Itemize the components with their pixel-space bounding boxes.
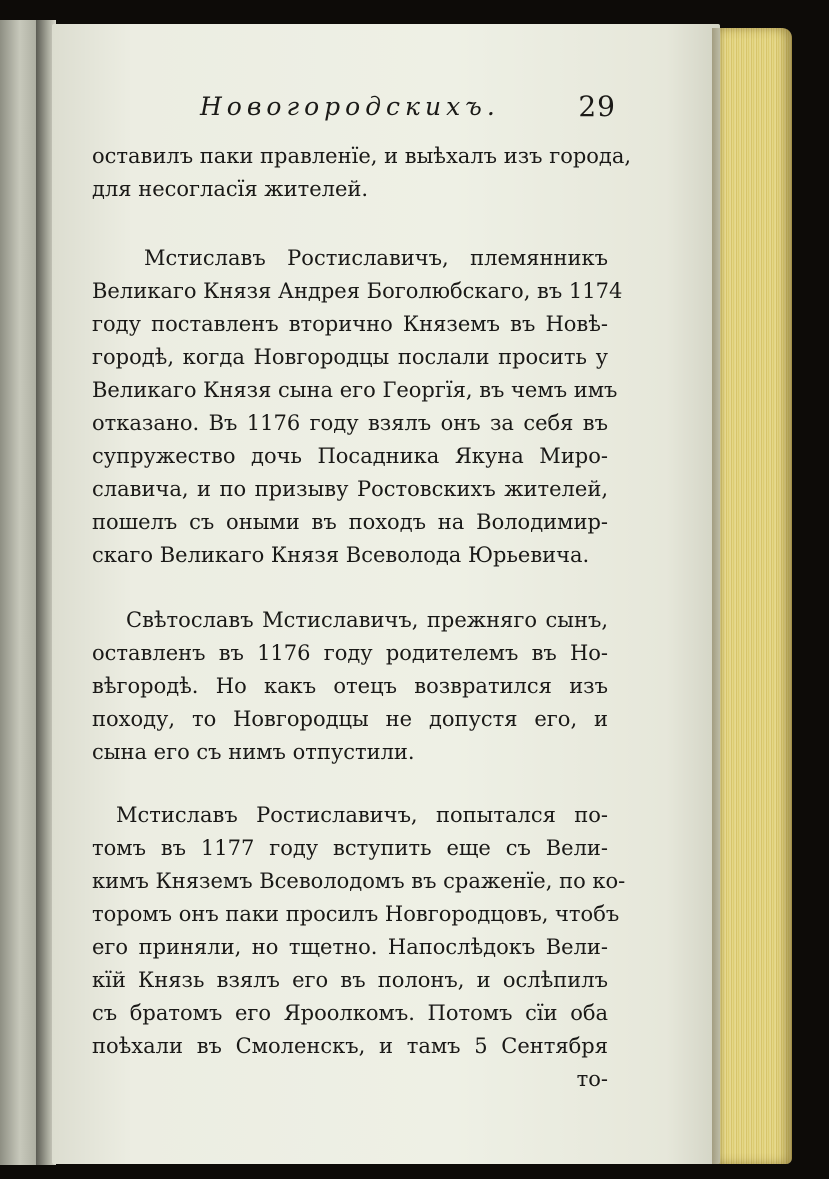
text-line: славича, и по призыву Ростовскихъ жителей, — [92, 477, 608, 501]
text-line: Великаго Князя Андрея Боголюбскаго, въ 1174 — [92, 279, 623, 303]
text-line: для несогласїя жителей. — [92, 177, 369, 201]
text-line: кїй Князь взялъ его въ полонъ, и ослѣпилъ — [92, 968, 608, 992]
page-edge-shadow — [712, 28, 726, 1164]
text-line: пошелъ съ оными въ походъ на Володимир- — [92, 510, 608, 534]
text-line: торомъ онъ паки просилъ Новгородцовъ, чтобъ — [92, 902, 620, 926]
paragraph-spacer — [92, 769, 608, 799]
text-line: Мстиславъ Ростиславичъ, попытался по- — [116, 803, 608, 827]
paragraph — [92, 604, 608, 769]
text-line: Свѣтославъ Мстиславичъ, прежняго сынъ, — [126, 608, 608, 632]
page-number: 29 — [578, 90, 616, 123]
paragraph — [92, 242, 623, 572]
text-line: кимъ Княземъ Всеволодомъ въ сраженїе, по ко- — [92, 869, 626, 893]
page-body — [92, 140, 632, 1096]
text-line: съ братомъ его Яроолкомъ. Потомъ сїи оба — [92, 1001, 608, 1025]
running-head: Новогородскихъ. — [200, 92, 500, 121]
paragraph — [92, 140, 632, 206]
text-line: походу, то Новгородцы не допустя его, и — [92, 707, 608, 731]
text-line: году поставленъ вторично Княземъ въ Новѣ- — [92, 312, 608, 336]
page-header — [196, 90, 616, 130]
paragraph-spacer — [92, 206, 608, 242]
text-line: его приняли, но тщетно. Напослѣдокъ Вели- — [92, 935, 608, 959]
text-line: сына его съ нимъ отпустили. — [92, 740, 415, 764]
paragraph-spacer — [92, 572, 608, 604]
text-line: супружество дочь Посадника Якуна Миро- — [92, 444, 608, 468]
text-line: оставленъ въ 1176 году родителемъ въ Но- — [92, 641, 608, 665]
text-line: городѣ, когда Новгородцы послали просить у — [92, 345, 608, 369]
text-line: скаго Великаго Князя Всеволода Юрьевича. — [92, 543, 590, 567]
text-line: томъ въ 1177 году вступить еще съ Вели- — [92, 836, 608, 860]
catchword: то- — [576, 1067, 608, 1091]
text-line: поѣхали въ Смоленскъ, и тамъ 5 Сентября — [92, 1034, 608, 1058]
text-line: Мстиславъ Ростиславичъ, племянникъ — [144, 246, 608, 270]
text-line: отказано. Въ 1176 году взялъ онъ за себя въ — [92, 411, 608, 435]
text-line: Великаго Князя сына его Георгїя, въ чемъ имъ — [92, 378, 618, 402]
text-line: оставилъ паки правленїе, и выѣхалъ изъ города, — [92, 144, 632, 168]
paragraph — [92, 799, 626, 1096]
text-line: вѣгородѣ. Но какъ отецъ возвратился изъ — [92, 674, 608, 698]
